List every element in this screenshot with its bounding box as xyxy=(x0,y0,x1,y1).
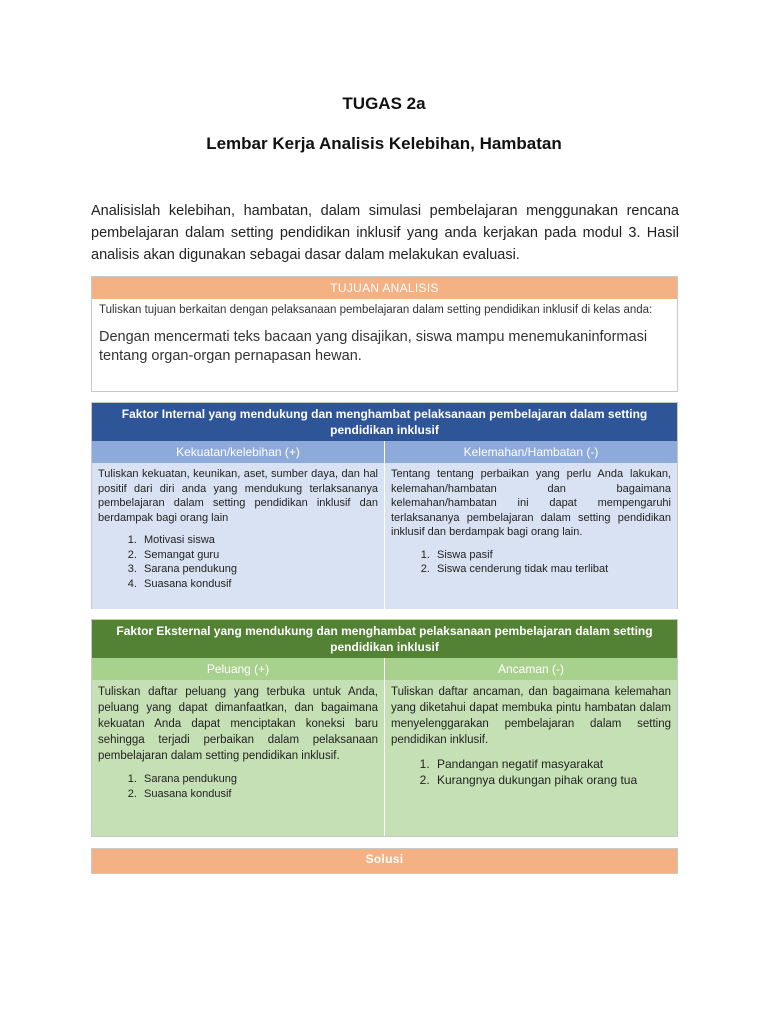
list-item: 1. Pandangan negatif masyarakat xyxy=(433,756,671,772)
eksternal-table xyxy=(91,619,678,837)
solusi-header: Solusi xyxy=(92,849,677,873)
list-item: 1. Sarana pendukung xyxy=(140,772,378,787)
eksternal-left-list xyxy=(98,772,378,801)
list-item: 1. Siswa pasif xyxy=(433,548,671,563)
internal-right-cell xyxy=(384,463,677,609)
eksternal-right-text: Tuliskan daftar ancaman, dan bagaimana kelemahan yang diketahui dapat membuka pintu hambatan dalam menyelenggarakan pembelajaran dalam setting pendidikan inklusif. xyxy=(391,686,671,746)
eksternal-right-list xyxy=(391,756,671,788)
tujuan-table xyxy=(91,276,678,392)
list-item: 3. Sarana pendukung xyxy=(140,562,378,577)
eksternal-right-header: Ancaman (-) xyxy=(384,658,677,680)
tujuan-header: TUJUAN ANALISIS xyxy=(92,277,677,299)
internal-left-cell xyxy=(92,463,384,609)
internal-right-text: Tentang tentang perbaikan yang perlu Anda lakukan, kelemahan/hambatan dan bagaimana kelemahan/hambatan ini dapat mempengaruhi terlaksananya pembelajaran dalam setting pendidikan inklusif dan berdampak bagi orang lain. xyxy=(391,468,671,538)
tujuan-instruction: Tuliskan tujuan berkaitan dengan pelaksanaan pembelajaran dalam setting pendidikan inklusif di kelas anda: xyxy=(99,304,653,316)
internal-table xyxy=(91,402,678,609)
eksternal-left-text: Tuliskan daftar peluang yang terbuka untuk Anda, peluang yang dapat dimanfaatkan, dan bagaimana kekuatan Anda dapat menciptakan koneksi baru sehingga terjadi perbaikan dalam pelaksanaan pembelajaran dalam setting pendidikan inklusif. xyxy=(98,686,378,762)
internal-left-text: Tuliskan kekuatan, keunikan, aset, sumber daya, dan hal positif dari diri anda yang mendukung terlaksananya pembelajaran dalam setting pendidikan inklusif dan berdampak bagi orang lain xyxy=(98,468,378,524)
doc-subtitle: Lembar Kerja Analisis Kelebihan, Hambatan xyxy=(206,134,562,153)
doc-title: TUGAS 2a xyxy=(342,94,426,113)
intro-paragraph: Analisislah kelebihan, hambatan, dalam simulasi pembelajaran menggunakan rencana pembelajaran dalam setting pendidikan inklusif yang anda kerjakan pada modul 3. Hasil analisis akan digunakan sebagai dasar dalam melakukan evaluasi. xyxy=(91,203,679,263)
eksternal-right-cell xyxy=(384,680,677,836)
list-item: 2. Siswa cenderung tidak mau terlibat xyxy=(433,562,671,577)
list-item: 2. Suasana kondusif xyxy=(140,787,378,802)
tujuan-answer: Dengan mencermati teks bacaan yang disajikan, siswa mampu menemukaninformasi tentang organ-organ pernapasan hewan. xyxy=(99,329,648,364)
solusi-table xyxy=(91,848,678,874)
list-item: 1. Motivasi siswa xyxy=(140,533,378,548)
list-item: 2. Semangat guru xyxy=(140,548,378,563)
internal-left-header: Kekuatan/kelebihan (+) xyxy=(92,441,384,463)
eksternal-header: Faktor Eksternal yang mendukung dan menghambat pelaksanaan pembelajaran dalam setting pendidikan inklusif xyxy=(92,620,677,658)
eksternal-left-cell xyxy=(92,680,384,836)
internal-right-list xyxy=(391,548,671,577)
list-item: 2. Kurangnya dukungan pihak orang tua xyxy=(433,772,671,788)
internal-header: Faktor Internal yang mendukung dan menghambat pelaksanaan pembelajaran dalam setting pendidikan inklusif xyxy=(92,403,677,441)
internal-right-header: Kelemahan/Hambatan (-) xyxy=(384,441,677,463)
eksternal-left-header: Peluang (+) xyxy=(92,658,384,680)
internal-left-list xyxy=(98,533,378,591)
list-item: 4. Suasana kondusif xyxy=(140,577,378,592)
